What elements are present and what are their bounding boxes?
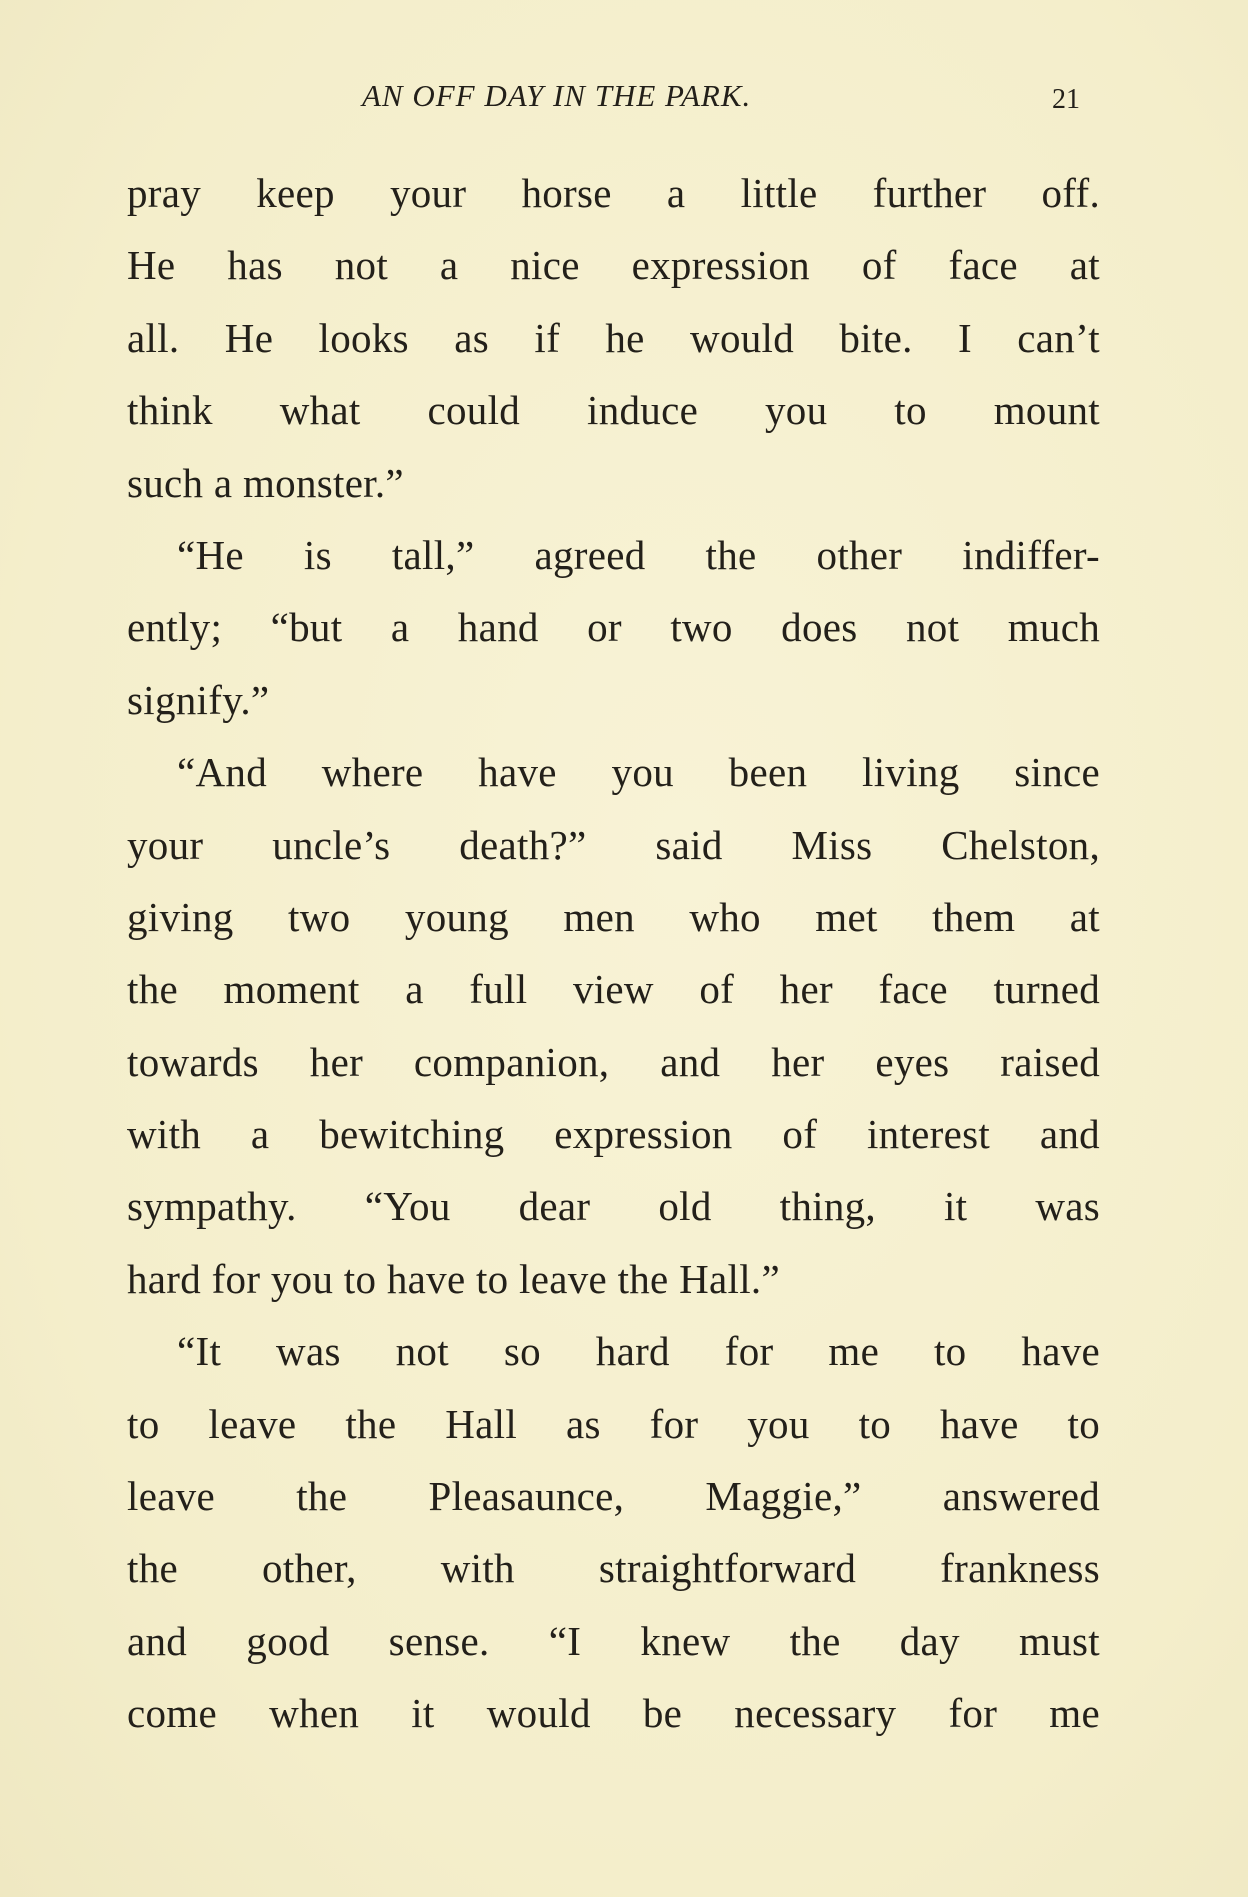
text-line: the moment a full view of her face turned [127, 966, 1100, 1013]
text-line: “He is tall,” agreed the other indiffer- [177, 531, 1100, 578]
running-head [0, 78, 1248, 118]
page-number: 21 [1052, 84, 1080, 115]
text-line: signify.” [127, 676, 270, 723]
text-line: ently; “but a hand or two does not much [127, 604, 1100, 651]
text-line: and good sense. “I knew the day must [127, 1617, 1100, 1664]
text-line: He has not a nice expression of face at [127, 242, 1100, 289]
text-line: to leave the Hall as for you to have to [127, 1400, 1100, 1447]
text-line: your uncle’s death?” said Miss Chelston, [127, 821, 1100, 868]
text-line: leave the Pleasaunce, Maggie,” answered [127, 1473, 1100, 1520]
text-line: all. He looks as if he would bite. I can’t [127, 314, 1100, 361]
text-line: pray keep your horse a little further off. [127, 170, 1100, 216]
text-line: come when it would be necessary for me [127, 1690, 1100, 1737]
text-line: with a bewitching expression of interest and [127, 1111, 1100, 1158]
text-line: “It was not so hard for me to have [177, 1328, 1100, 1375]
text-line: the other, with straightforward frankness [127, 1545, 1100, 1592]
body-text [127, 157, 1100, 1750]
text-line: such a monster.” [127, 459, 404, 506]
text-line: hard for you to have to leave the Hall.” [127, 1255, 780, 1302]
text-line: “And where have you been living since [177, 749, 1100, 796]
text-line: towards her companion, and her eyes raised [127, 1038, 1100, 1085]
text-line: sympathy. “You dear old thing, it was [127, 1183, 1100, 1230]
text-line: giving two young men who met them at [127, 893, 1100, 940]
running-title: AN OFF DAY IN THE PARK. [362, 78, 752, 113]
text-line: think what could induce you to mount [127, 387, 1100, 434]
